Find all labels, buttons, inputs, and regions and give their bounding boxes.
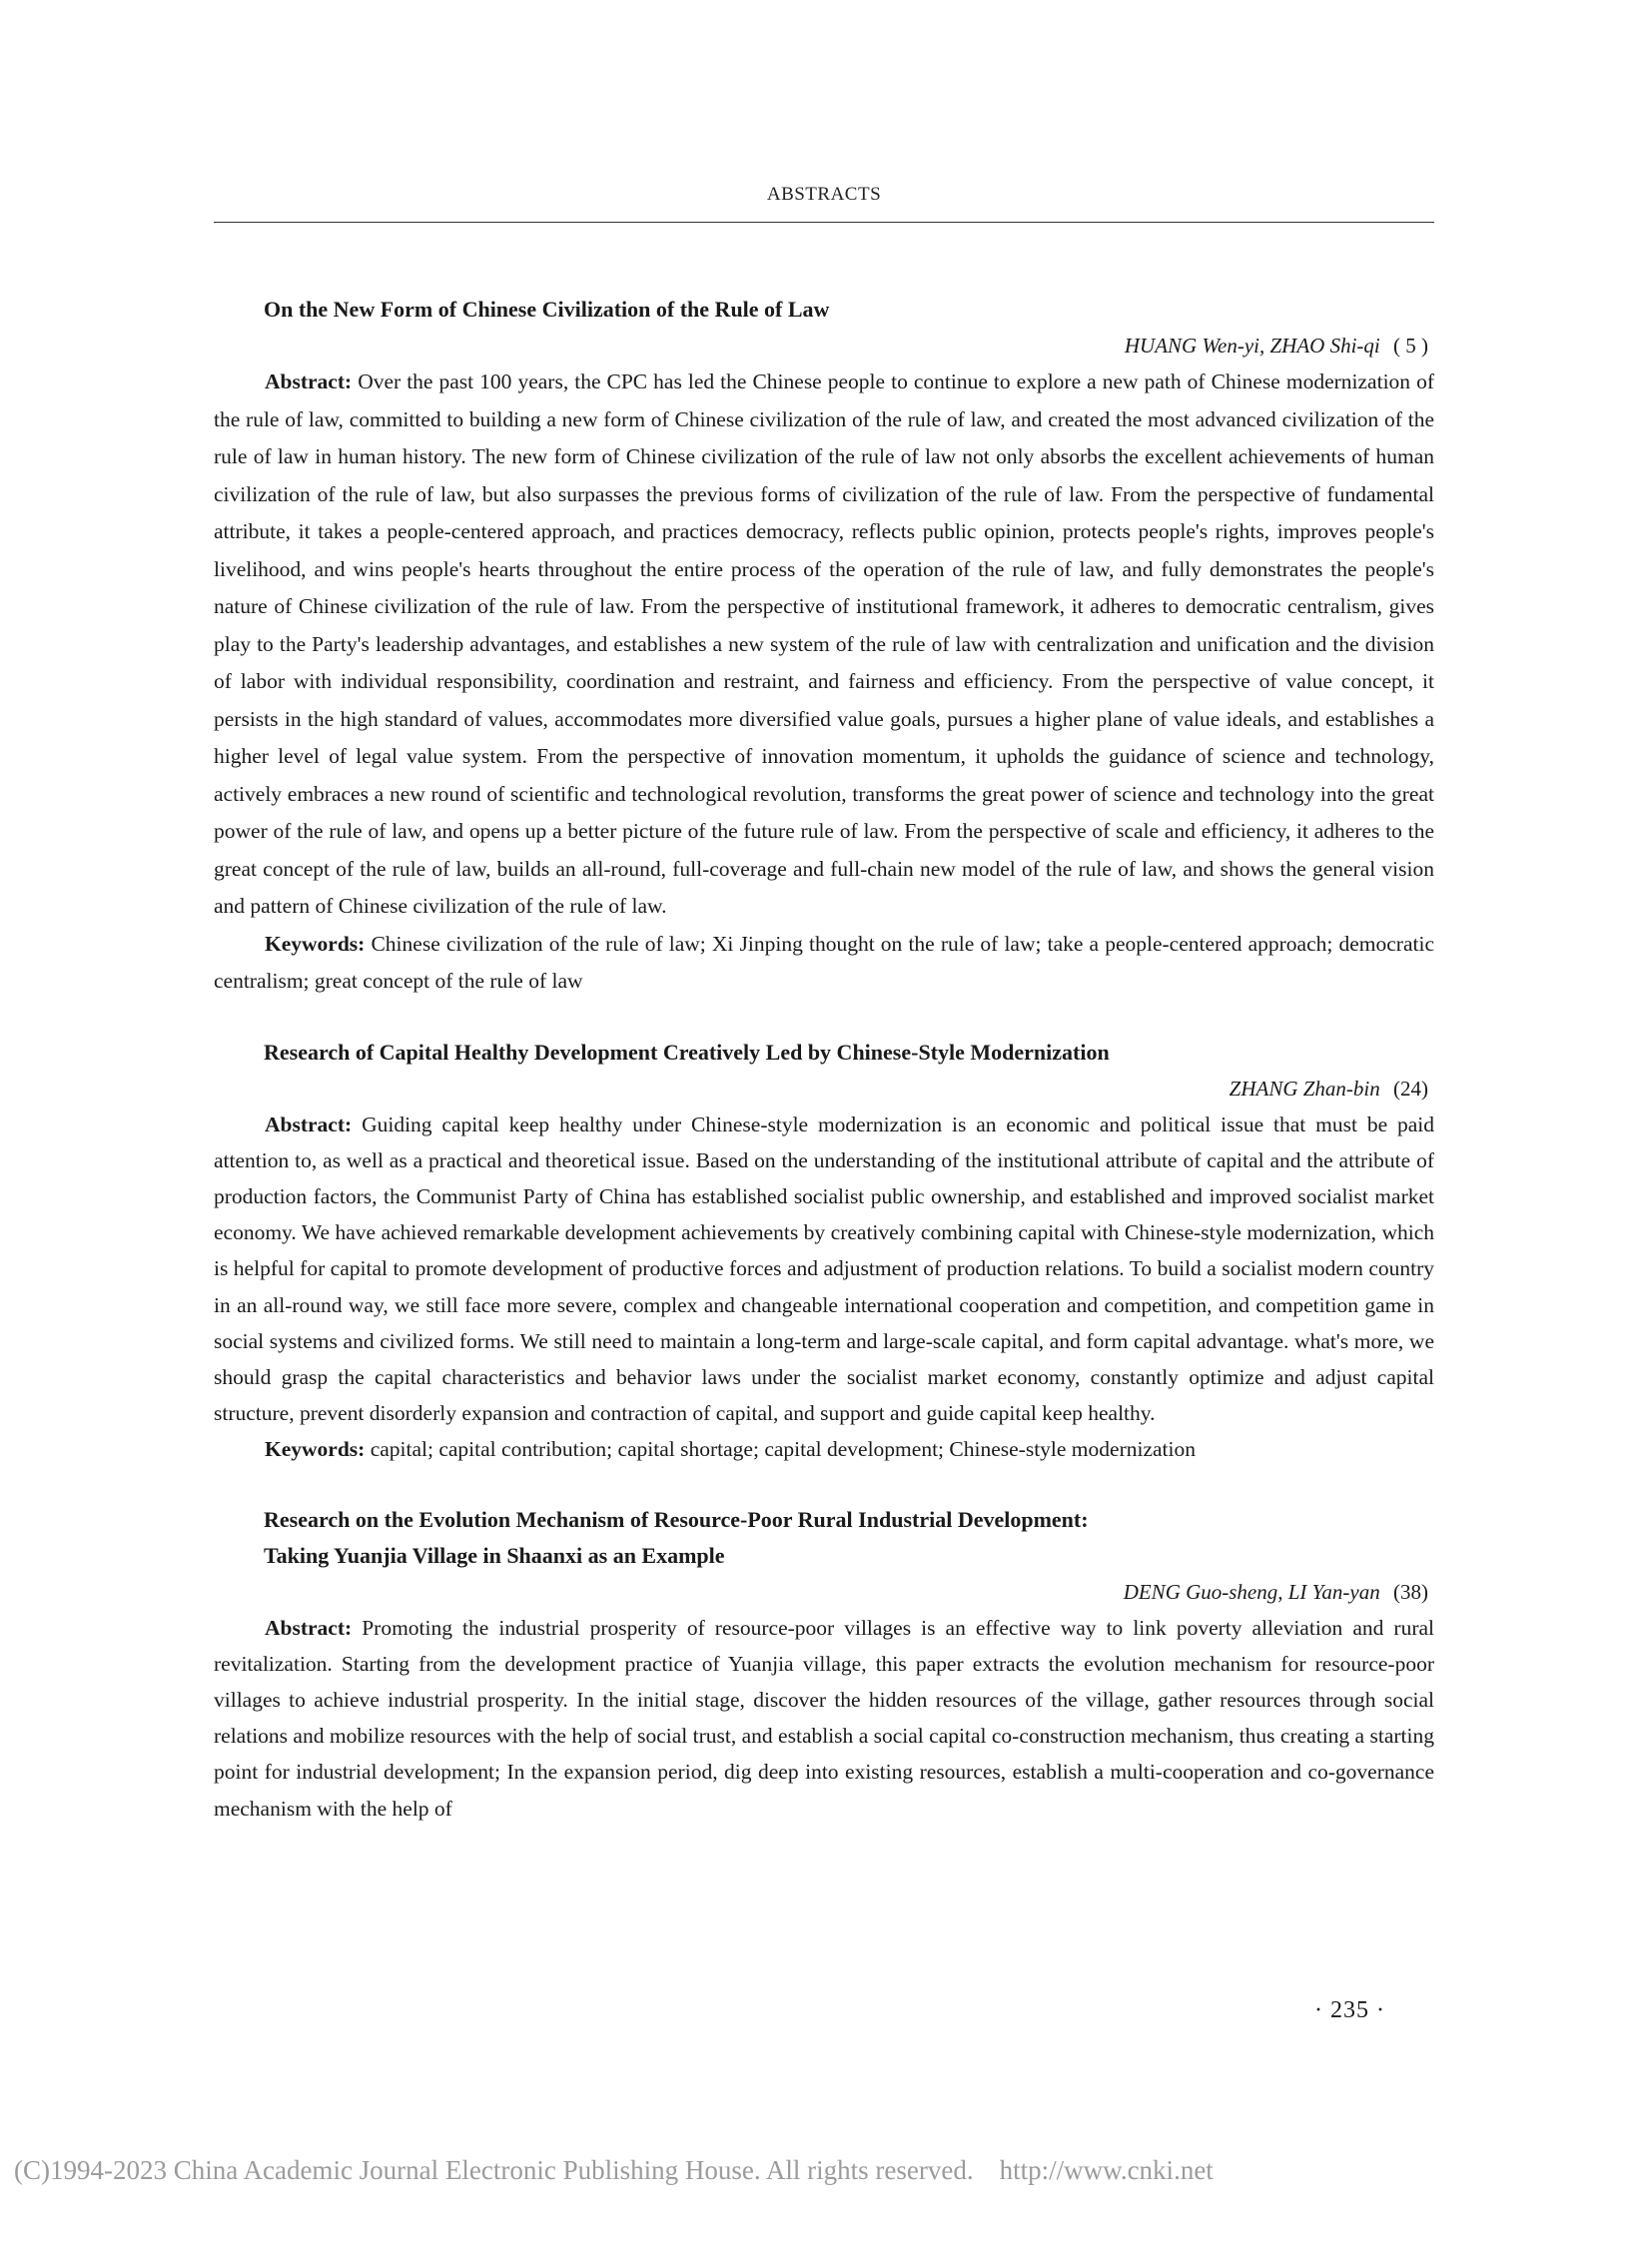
abstract-label: Abstract:	[265, 370, 353, 393]
article-title	[214, 292, 1434, 328]
keywords-paragraph	[214, 926, 1434, 1001]
article-byline	[214, 1574, 1434, 1610]
article-title-line: Research on the Evolution Mechanism of Resource-Poor Rural Industrial Development:	[264, 1506, 1089, 1532]
article-title	[214, 1502, 1434, 1574]
abstract-label: Abstract:	[265, 1615, 353, 1640]
header-rule	[214, 222, 1434, 223]
abstract-text: Promoting the industrial prosperity of resource-poor villages is an effective way to link poverty alleviation and rural revitalization. Starting from the development practice of Yuanjia village, this paper extracts the evolution mechanism for resource-poor villages to achieve industrial prosperity. In the initial stage, discover the hidden resources of the village, gather resources through social relations and mobilize resources with the help of social trust, and establish a social capital co-construction mechanism, thus creating a starting point for industrial development; In the expansion period, dig deep into existing resources, establish a multi-cooperation and co-governance mechanism with the help of	[214, 1615, 1435, 1821]
copyright-footer	[14, 2155, 1214, 2186]
keywords-paragraph	[214, 1431, 1434, 1467]
article-byline	[214, 1071, 1434, 1107]
copyright-text: (C)1994-2023 China Academic Journal Electronic Publishing House. All rights reserved.	[14, 2155, 974, 2185]
keywords-label: Keywords:	[265, 1437, 366, 1462]
article-page-ref: (38)	[1393, 1579, 1428, 1604]
article-authors: ZHANG Zhan-bin	[1229, 1076, 1380, 1101]
article-3	[214, 1502, 1434, 1827]
article-title-line: Research of Capital Healthy Development Creatively Led by Chinese-Style Modernization	[264, 1039, 1110, 1065]
footer-url-link[interactable]: http://www.cnki.net	[999, 2155, 1214, 2185]
running-head: ABSTRACTS	[766, 184, 882, 205]
page-number: · 235 ·	[1314, 1997, 1385, 2023]
article-title	[214, 1035, 1434, 1071]
article-2	[214, 1035, 1434, 1468]
article-byline	[214, 328, 1434, 364]
abstract-paragraph	[214, 1107, 1434, 1432]
abstracts-content	[214, 292, 1434, 1827]
article-authors: DENG Guo-sheng, LI Yan-yan	[1123, 1579, 1380, 1604]
abstract-text: Over the past 100 years, the CPC has led the Chinese people to continue to explore a new path of Chinese modernization of the rule of law, committed to building a new form of Chinese civilization of the rule of law, and created the most advanced civilization of the rule of law in human history. The new form of Chinese civilization of the rule of law not only absorbs the excellent achievements of human civilization of the rule of law, but also surpasses the previous forms of civilization of the rule of law. From the perspective of fundamental attribute, it takes a people-centered approach, and practices democracy, reflects public opinion, protects people's rights, improves people's livelihood, and wins people's hearts throughout the entire process of the operation of the rule of law, and fully demonstrates the people's nature of Chinese civilization of the rule of law. From the perspective of institutional framework, it adheres to democratic centralism, gives play to the Party's leadership advantages, and establishes a new system of the rule of law with centralization and unification and the division of labor with individual responsibility, coordination and restraint, and fairness and efficiency. From the perspective of value concept, it persists in the high standard of values, accommodates more diversified value goals, pursues a higher plane of value ideals, and establishes a higher level of legal value system. From the perspective of innovation momentum, it upholds the guidance of science and technology, actively embraces a new round of scientific and technological revolution, transforms the great power of science and technology into the great power of the rule of law, and opens up a better picture of the future rule of law. From the perspective of scale and efficiency, it adheres to the great concept of the rule of law, builds an all-round, full-coverage and full-chain new model of the rule of law, and shows the general vision and pattern of Chinese civilization of the rule of law.	[214, 370, 1434, 918]
abstract-label: Abstract:	[265, 1112, 353, 1136]
keywords-label: Keywords:	[265, 931, 366, 956]
keywords-text: Chinese civilization of the rule of law; Xi Jinping thought on the rule of law; take a people-centered approach; democratic centralism; great concept of the rule of law	[214, 931, 1435, 993]
article-title-line: On the New Form of Chinese Civilization of the Rule of Law	[264, 297, 830, 322]
article-page-ref: (24)	[1393, 1076, 1428, 1101]
article-1	[214, 292, 1434, 1001]
abstract-paragraph	[214, 1610, 1434, 1827]
keywords-text: capital; capital contribution; capital shortage; capital development; Chinese-style modernization	[370, 1437, 1196, 1462]
article-title-line: Taking Yuanjia Village in Shaanxi as an Example	[264, 1542, 725, 1568]
article-authors: HUANG Wen-yi, ZHAO Shi-qi	[1124, 334, 1380, 358]
article-page-ref: ( 5 )	[1393, 334, 1428, 358]
abstract-text: Guiding capital keep healthy under Chinese-style modernization is an economic and political issue that must be paid attention to, as well as a practical and theoretical issue. Based on the understanding of the institutional attribute of capital and the attribute of production factors, the Communist Party of China has established socialist public ownership, and established and improved socialist market economy. We have achieved remarkable development achievements by creatively combining capital with Chinese-style modernization, which is helpful for capital to promote development of productive forces and adjustment of production relations. To build a socialist modern country in an all-round way, we still face more severe, complex and changeable international cooperation and competition, and competition game in social systems and civilized forms. We still need to maintain a long-term and large-scale capital, and form capital advantage. what's more, we should grasp the capital characteristics and behavior laws under the socialist market economy, constantly optimize and adjust capital structure, prevent disorderly expansion and contraction of capital, and support and guide capital keep healthy.	[214, 1112, 1435, 1426]
abstract-paragraph	[214, 364, 1434, 926]
